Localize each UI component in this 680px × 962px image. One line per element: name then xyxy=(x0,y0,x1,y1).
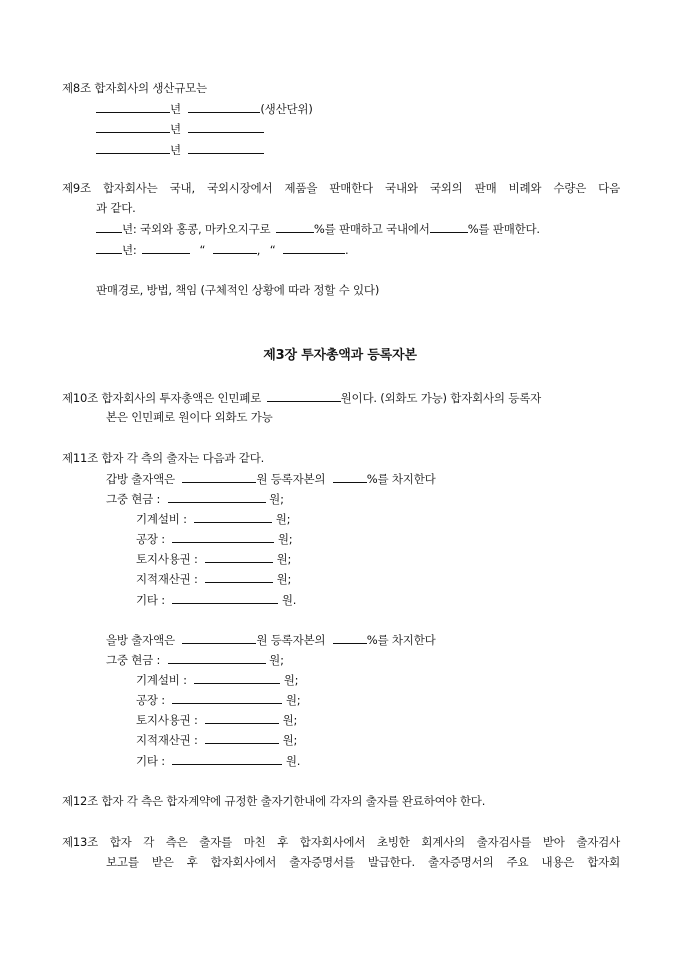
party-a-amount xyxy=(106,470,436,486)
won-label: 원. xyxy=(281,593,297,607)
party-b-equipment xyxy=(136,671,298,687)
domestic-percent-label: %를 판매한다. xyxy=(467,222,540,236)
party-b-amount-blank[interactable] xyxy=(182,631,256,644)
quantity-blank[interactable] xyxy=(188,141,264,154)
land-blank[interactable] xyxy=(205,550,273,563)
year-blank[interactable] xyxy=(96,220,122,233)
won-label: 원; xyxy=(269,653,284,667)
art9-line-2: 과 같다. xyxy=(96,201,136,215)
export-percent-blank[interactable] xyxy=(276,220,314,233)
art8-title: 제8조 합자회사의 생산규모는 xyxy=(62,81,207,95)
quantity-blank[interactable] xyxy=(188,100,260,113)
party-a-mid: 원 등록자본의 xyxy=(256,472,326,486)
year-blank[interactable] xyxy=(96,120,170,133)
art9-row-1 xyxy=(96,220,540,236)
won-label: 원; xyxy=(275,512,291,526)
party-a-percent-blank[interactable] xyxy=(333,470,367,483)
comma: , xyxy=(256,243,261,257)
art9-line-1: 제9조 합자회사는 국내, 국외시장에서 제품을 판매한다 국내와 국외의 판매 비례와 수량은 다음 xyxy=(62,181,620,195)
won-label: 원; xyxy=(285,693,301,707)
party-b-mid: 원 등록자본의 xyxy=(256,633,326,647)
party-a-land xyxy=(136,550,291,566)
art9-sales: 판매경로, 방법, 책임 (구체적인 상황에 따라 정할 수 있다) xyxy=(96,283,380,297)
factory-label: 공장 : xyxy=(136,693,165,707)
party-a-equipment xyxy=(136,510,290,526)
period: . xyxy=(344,243,349,257)
won-label: 원; xyxy=(283,673,299,687)
factory-blank[interactable] xyxy=(172,530,274,543)
ditto-mark: “ xyxy=(199,243,206,257)
year-blank[interactable] xyxy=(96,100,170,113)
year-label: 년 xyxy=(170,143,181,157)
art13-line-2: 보고를 받은 후 합자회사에서 출자증명서를 발급한다. 출자증명서의 주요 내용은 합자회 xyxy=(106,855,620,869)
won-label: 원; xyxy=(276,552,292,566)
other-label: 기타 : xyxy=(136,593,165,607)
party-a-cash xyxy=(106,490,284,506)
export-label: 년: 국외와 홍콩, 마카오지구로 xyxy=(122,222,271,236)
ip-label: 지적재산권 : xyxy=(136,572,198,586)
art8-row-1 xyxy=(96,100,313,116)
art10-text-b: 원이다. (외화도 가능) 합자회사의 등록자 xyxy=(340,391,542,405)
party-a-end: %를 차지한다 xyxy=(366,472,436,486)
cash-blank[interactable] xyxy=(168,651,266,664)
export-percent-label: %를 판매하고 국내에서 xyxy=(313,222,430,236)
party-a-ip xyxy=(136,570,291,586)
party-b-land xyxy=(136,711,297,727)
won-label: 원; xyxy=(277,532,293,546)
equipment-blank[interactable] xyxy=(194,510,272,523)
party-a-amount-blank[interactable] xyxy=(182,470,256,483)
other-label: 기타 : xyxy=(136,754,165,768)
ditto-blank[interactable] xyxy=(283,241,345,254)
cash-label: 그중 현금 : xyxy=(106,492,161,506)
investment-total-blank[interactable] xyxy=(267,389,341,402)
year-label: 년 xyxy=(170,122,181,136)
party-b-factory xyxy=(136,691,300,707)
export-blank[interactable] xyxy=(142,241,190,254)
unit-label: (생산단위) xyxy=(260,102,313,116)
won-label: 원; xyxy=(276,572,292,586)
party-b-percent-blank[interactable] xyxy=(333,631,367,644)
art10-line-1 xyxy=(62,389,541,405)
land-label: 토지사용권 : xyxy=(136,552,198,566)
ditto-mark: “ xyxy=(269,243,276,257)
party-a-factory xyxy=(136,530,292,546)
art8-row-2 xyxy=(96,120,264,136)
art13-line-1: 제13조 합자 각 측은 출자를 마친 후 합자회사에서 초빙한 회계사의 출자검사를 받아 출자검사 xyxy=(62,835,620,849)
year-blank[interactable] xyxy=(96,141,170,154)
quantity-blank[interactable] xyxy=(188,120,264,133)
factory-blank[interactable] xyxy=(172,691,282,704)
party-b-end: %를 차지한다 xyxy=(366,633,436,647)
art8-row-3 xyxy=(96,141,264,157)
other-blank[interactable] xyxy=(172,591,278,604)
ip-blank[interactable] xyxy=(205,731,279,744)
art10-line-2: 본은 인민폐로 원이다 외화도 가능 xyxy=(106,410,273,424)
equipment-blank[interactable] xyxy=(194,671,280,684)
cash-blank[interactable] xyxy=(168,490,266,503)
year-label: 년 xyxy=(170,102,181,116)
cash-label: 그중 현금 : xyxy=(106,653,161,667)
won-label: 원; xyxy=(282,733,298,747)
factory-label: 공장 : xyxy=(136,532,165,546)
land-blank[interactable] xyxy=(205,711,279,724)
ditto-blank[interactable] xyxy=(213,241,257,254)
art10-text-a: 제10조 합자회사의 투자총액은 인민폐로 xyxy=(62,391,262,405)
party-b-label: 을방 출자액은 xyxy=(106,633,175,647)
party-b-amount xyxy=(106,631,436,647)
year-label: 년: xyxy=(122,243,137,257)
party-b-ip xyxy=(136,731,297,747)
won-label: 원. xyxy=(285,754,301,768)
other-blank[interactable] xyxy=(172,752,282,765)
ip-label: 지적재산권 : xyxy=(136,733,198,747)
won-label: 원; xyxy=(269,492,284,506)
art12-text: 제12조 합자 각 측은 합자계약에 규정한 출자기한내에 각자의 출자를 완료하여야 한다. xyxy=(62,794,486,808)
year-blank[interactable] xyxy=(96,241,122,254)
chapter-title: 제3장 투자총액과 등록자본 xyxy=(263,348,417,363)
party-b-cash xyxy=(106,651,284,667)
domestic-percent-blank[interactable] xyxy=(430,220,468,233)
party-b-other xyxy=(136,752,300,768)
art9-row-2 xyxy=(96,241,348,257)
party-a-other xyxy=(136,591,296,607)
land-label: 토지사용권 : xyxy=(136,713,198,727)
equipment-label: 기계설비 : xyxy=(136,673,187,687)
won-label: 원; xyxy=(282,713,298,727)
equipment-label: 기계설비 : xyxy=(136,512,187,526)
ip-blank[interactable] xyxy=(205,570,273,583)
party-a-label: 갑방 출자액은 xyxy=(106,472,175,486)
art11-intro: 제11조 합자 각 측의 출자는 다음과 같다. xyxy=(62,451,265,465)
